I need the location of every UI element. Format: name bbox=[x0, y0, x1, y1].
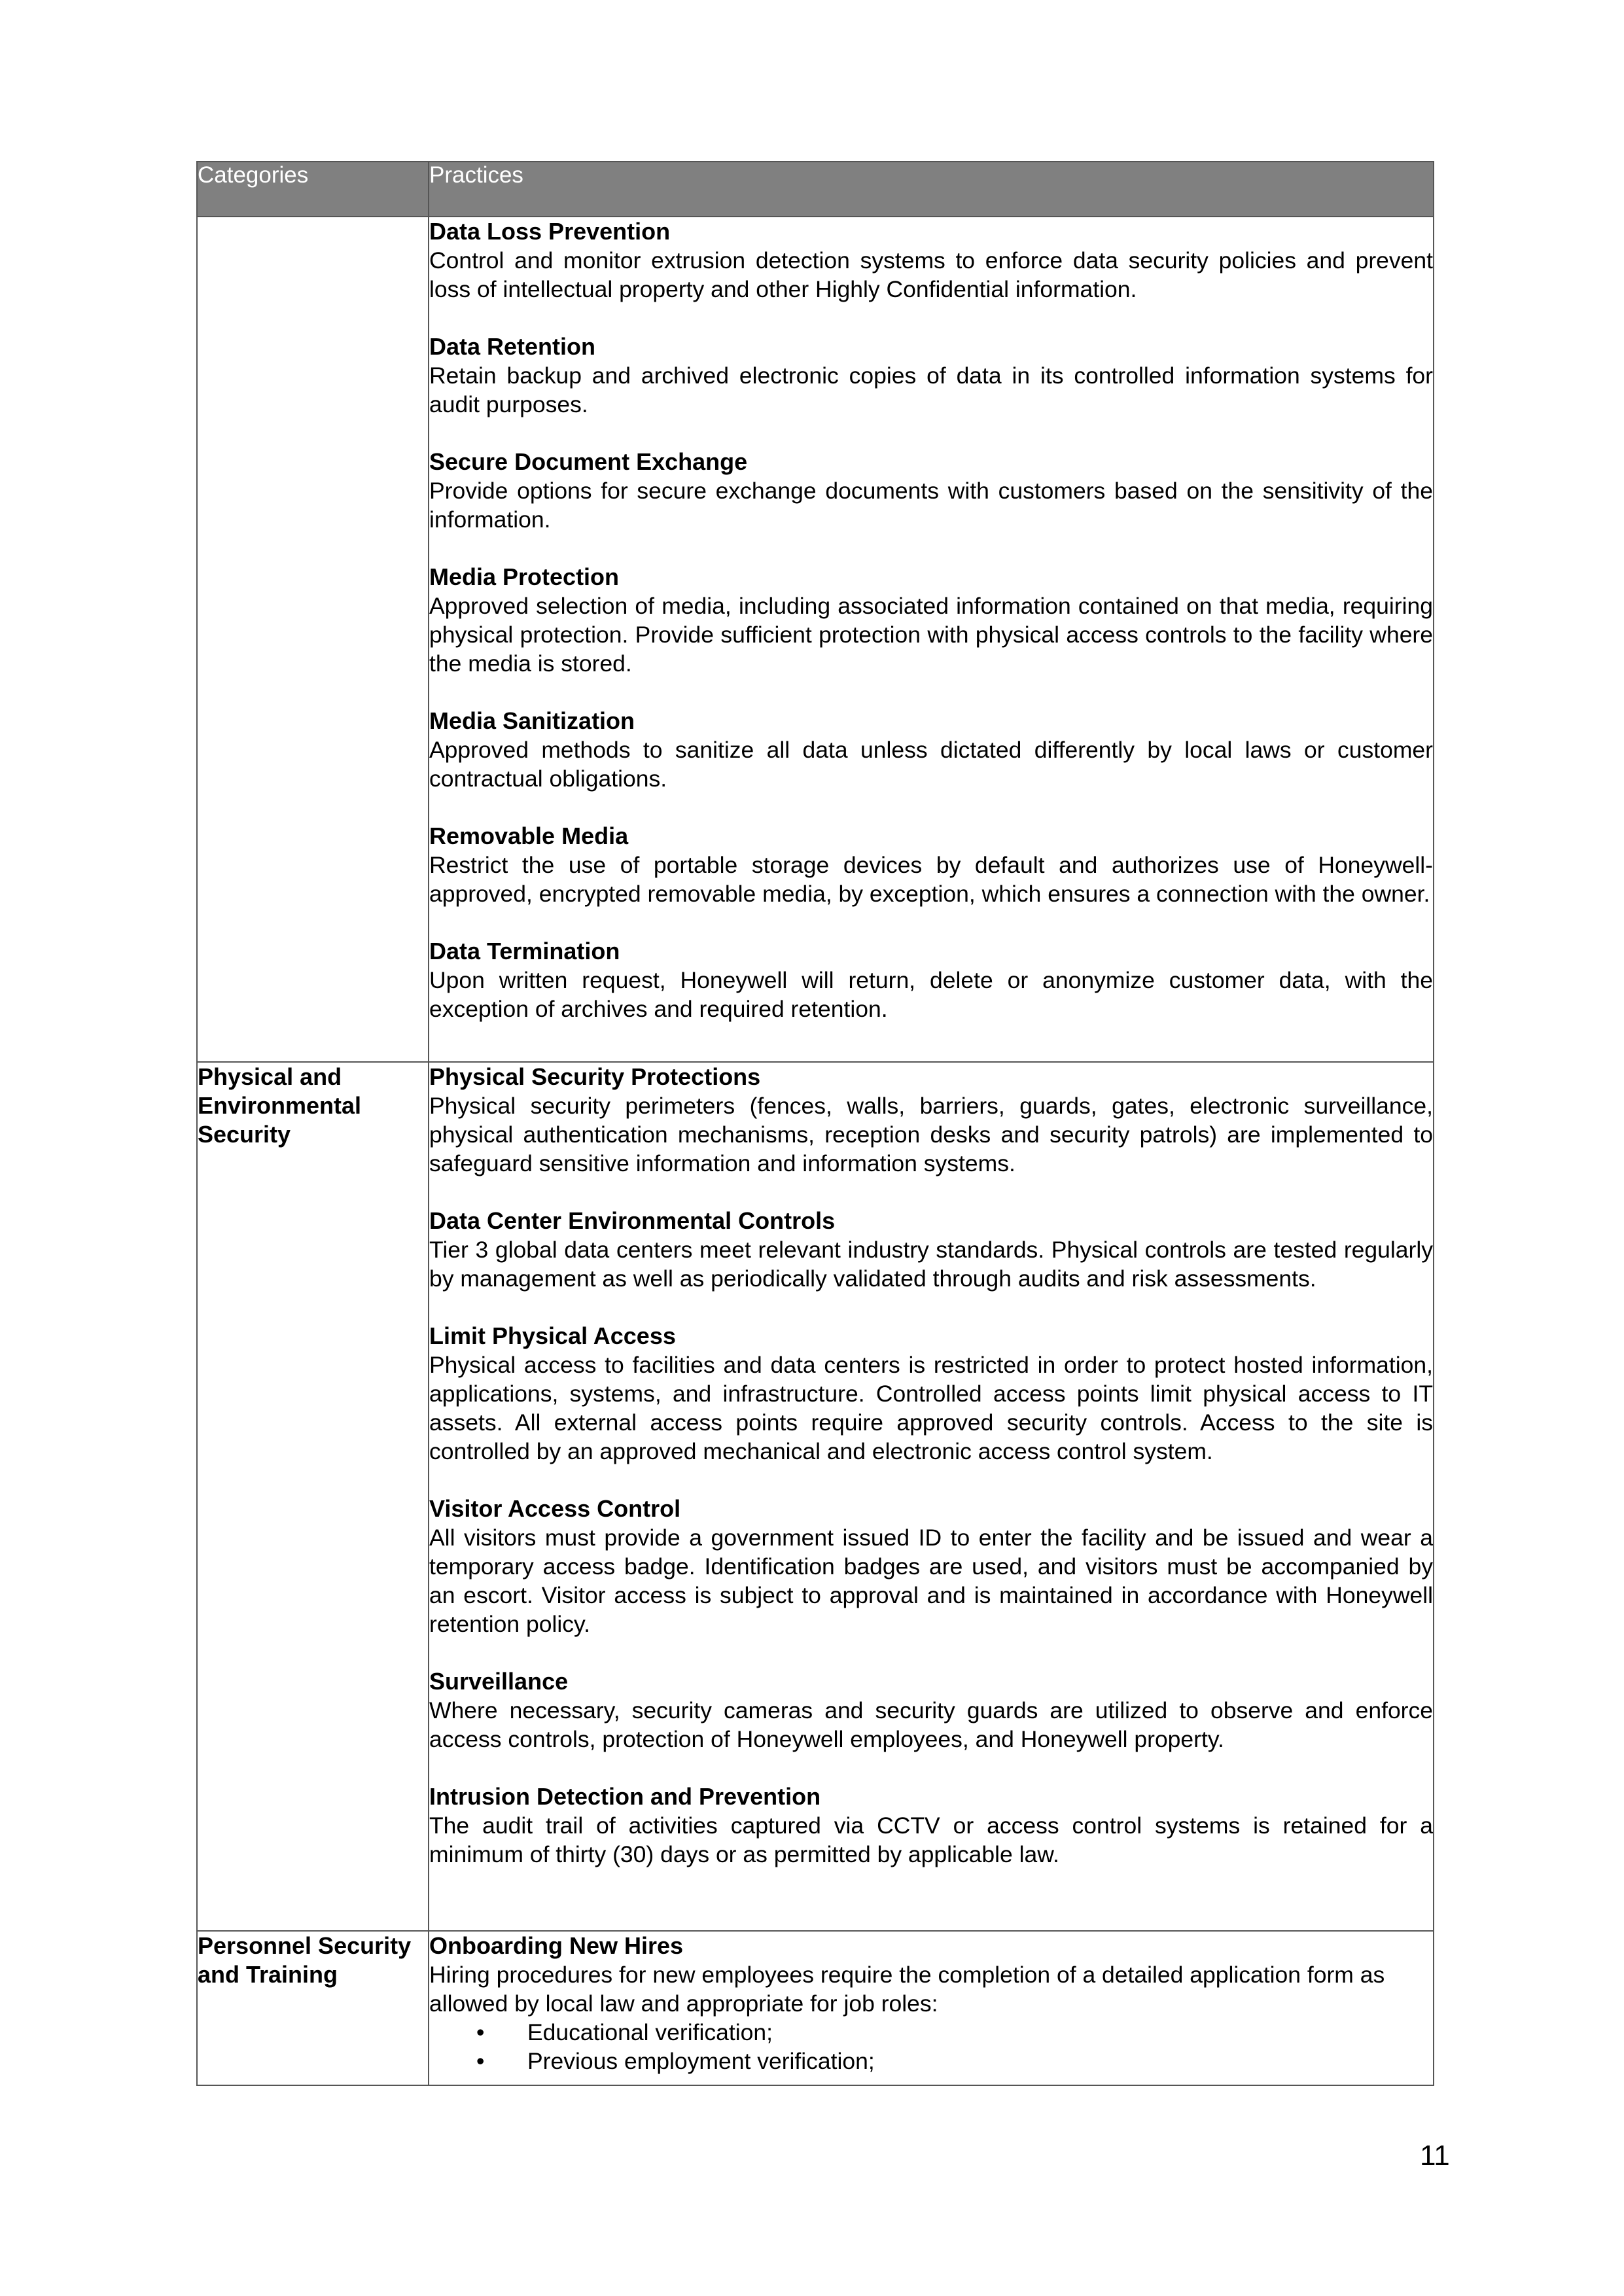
practice-text: Where necessary, security cameras and security guards are utilized to observe and enforce access controls, protection of Honeywell employees, and Honeywell property. bbox=[429, 1697, 1433, 1752]
practice-title: Onboarding New Hires bbox=[429, 1932, 684, 1959]
category-cell: Personnel Security and Training bbox=[197, 1931, 429, 2085]
practice-text: Tier 3 global data centers meet relevant industry standards. Physical controls are tested regularly by management as well as periodically validated through audits and risk assessments. bbox=[429, 1237, 1433, 1292]
practice-title: Data Retention bbox=[429, 333, 596, 360]
practice-title: Removable Media bbox=[429, 822, 629, 849]
practices-table bbox=[196, 161, 1434, 2086]
practice-title: Surveillance bbox=[429, 1668, 569, 1695]
practice-title: Limit Physical Access bbox=[429, 1322, 676, 1349]
practice-text: Restrict the use of portable storage devices by default and authorizes use of Honeywell-approved, encrypted removable media, by exception, which ensures a connection with the owner. bbox=[429, 852, 1433, 907]
practice-title: Intrusion Detection and Prevention bbox=[429, 1783, 821, 1810]
header-row bbox=[197, 162, 1434, 217]
practice-item bbox=[429, 1207, 1433, 1293]
practice-text: Provide options for secure exchange documents with customers based on the sensitivity of the information. bbox=[429, 478, 1433, 533]
practice-item bbox=[429, 1322, 1433, 1466]
practice-item bbox=[429, 332, 1433, 419]
practice-text: Hiring procedures for new employees require the completion of a detailed application form as allowed by local law and appropriate for job roles: bbox=[429, 1962, 1385, 2017]
practice-title: Physical Security Protections bbox=[429, 1063, 761, 1090]
category-cell: Physical and Environmental Security bbox=[197, 1062, 429, 1931]
practice-text: Control and monitor extrusion detection systems to enforce data security policies and prevent loss of intellectual property and other Highly Confidential information. bbox=[429, 247, 1433, 302]
practice-item bbox=[429, 1782, 1433, 1869]
practice-item bbox=[429, 217, 1433, 304]
header-categories: Categories bbox=[197, 162, 429, 217]
practice-title: Media Sanitization bbox=[429, 707, 635, 734]
practice-text: Upon written request, Honeywell will return, delete or anonymize customer data, with the exception of archives and required retention. bbox=[429, 967, 1433, 1022]
bullet-item: • Educational verification; bbox=[527, 2018, 1433, 2047]
page-number: 11 bbox=[1420, 2140, 1450, 2172]
bullet-list bbox=[429, 2018, 1433, 2075]
practices-cell bbox=[429, 1062, 1434, 1931]
category-cell bbox=[197, 217, 429, 1062]
practices-cell bbox=[429, 1931, 1434, 2085]
practice-item bbox=[429, 1932, 1433, 2075]
practice-item bbox=[429, 1667, 1433, 1754]
practice-text: Approved methods to sanitize all data unless dictated differently by local laws or customer contractual obligations. bbox=[429, 737, 1433, 792]
practice-text: Physical access to facilities and data centers is restricted in order to protect hosted information, applications, systems, and infrastructure. Controlled access points limit physical access to IT assets. All external access points require approved security controls. Access to the site is controlled by an approved mechanical and electronic access control system. bbox=[429, 1352, 1433, 1464]
practice-title: Data Loss Prevention bbox=[429, 218, 671, 245]
practice-title: Data Termination bbox=[429, 938, 620, 964]
practice-item bbox=[429, 563, 1433, 678]
section-row-personnel-security bbox=[197, 1931, 1434, 2085]
practice-item bbox=[429, 707, 1433, 793]
practice-title: Data Center Environmental Controls bbox=[429, 1207, 836, 1234]
section-row-data-protection bbox=[197, 217, 1434, 1062]
practice-text: Retain backup and archived electronic copies of data in its controlled information systems for audit purposes. bbox=[429, 362, 1433, 417]
practice-item bbox=[429, 1063, 1433, 1178]
header-practices: Practices bbox=[429, 162, 1434, 217]
practice-text: The audit trail of activities captured via CCTV or access control systems is retained for a minimum of thirty (30) days or as permitted by applicable law. bbox=[429, 1812, 1433, 1867]
practice-title: Secure Document Exchange bbox=[429, 448, 748, 475]
practices-cell bbox=[429, 217, 1434, 1062]
practice-title: Visitor Access Control bbox=[429, 1495, 681, 1522]
practice-text: Physical security perimeters (fences, walls, barriers, guards, gates, electronic surveillance, physical authentication mechanisms, reception desks and security patrols) are implemented to safeguard sensitive information and information systems. bbox=[429, 1093, 1433, 1176]
bullet-item: • Previous employment verification; bbox=[527, 2047, 1433, 2075]
practice-title: Media Protection bbox=[429, 563, 620, 590]
practice-item bbox=[429, 448, 1433, 534]
practice-item bbox=[429, 937, 1433, 1023]
section-row-physical-security bbox=[197, 1062, 1434, 1931]
practice-text: All visitors must provide a government issued ID to enter the facility and be issued and wear a temporary access badge. Identification badges are used, and visitors must be accompanied by an escort. Visitor access is subject to approval and is maintained in accordance with Honeywell retention policy. bbox=[429, 1525, 1433, 1637]
practice-text: Approved selection of media, including associated information contained on that media, requiring physical protection. Provide sufficient protection with physical access controls to the facility where the media is stored. bbox=[429, 593, 1433, 677]
practice-item bbox=[429, 1494, 1433, 1638]
practice-item bbox=[429, 822, 1433, 908]
